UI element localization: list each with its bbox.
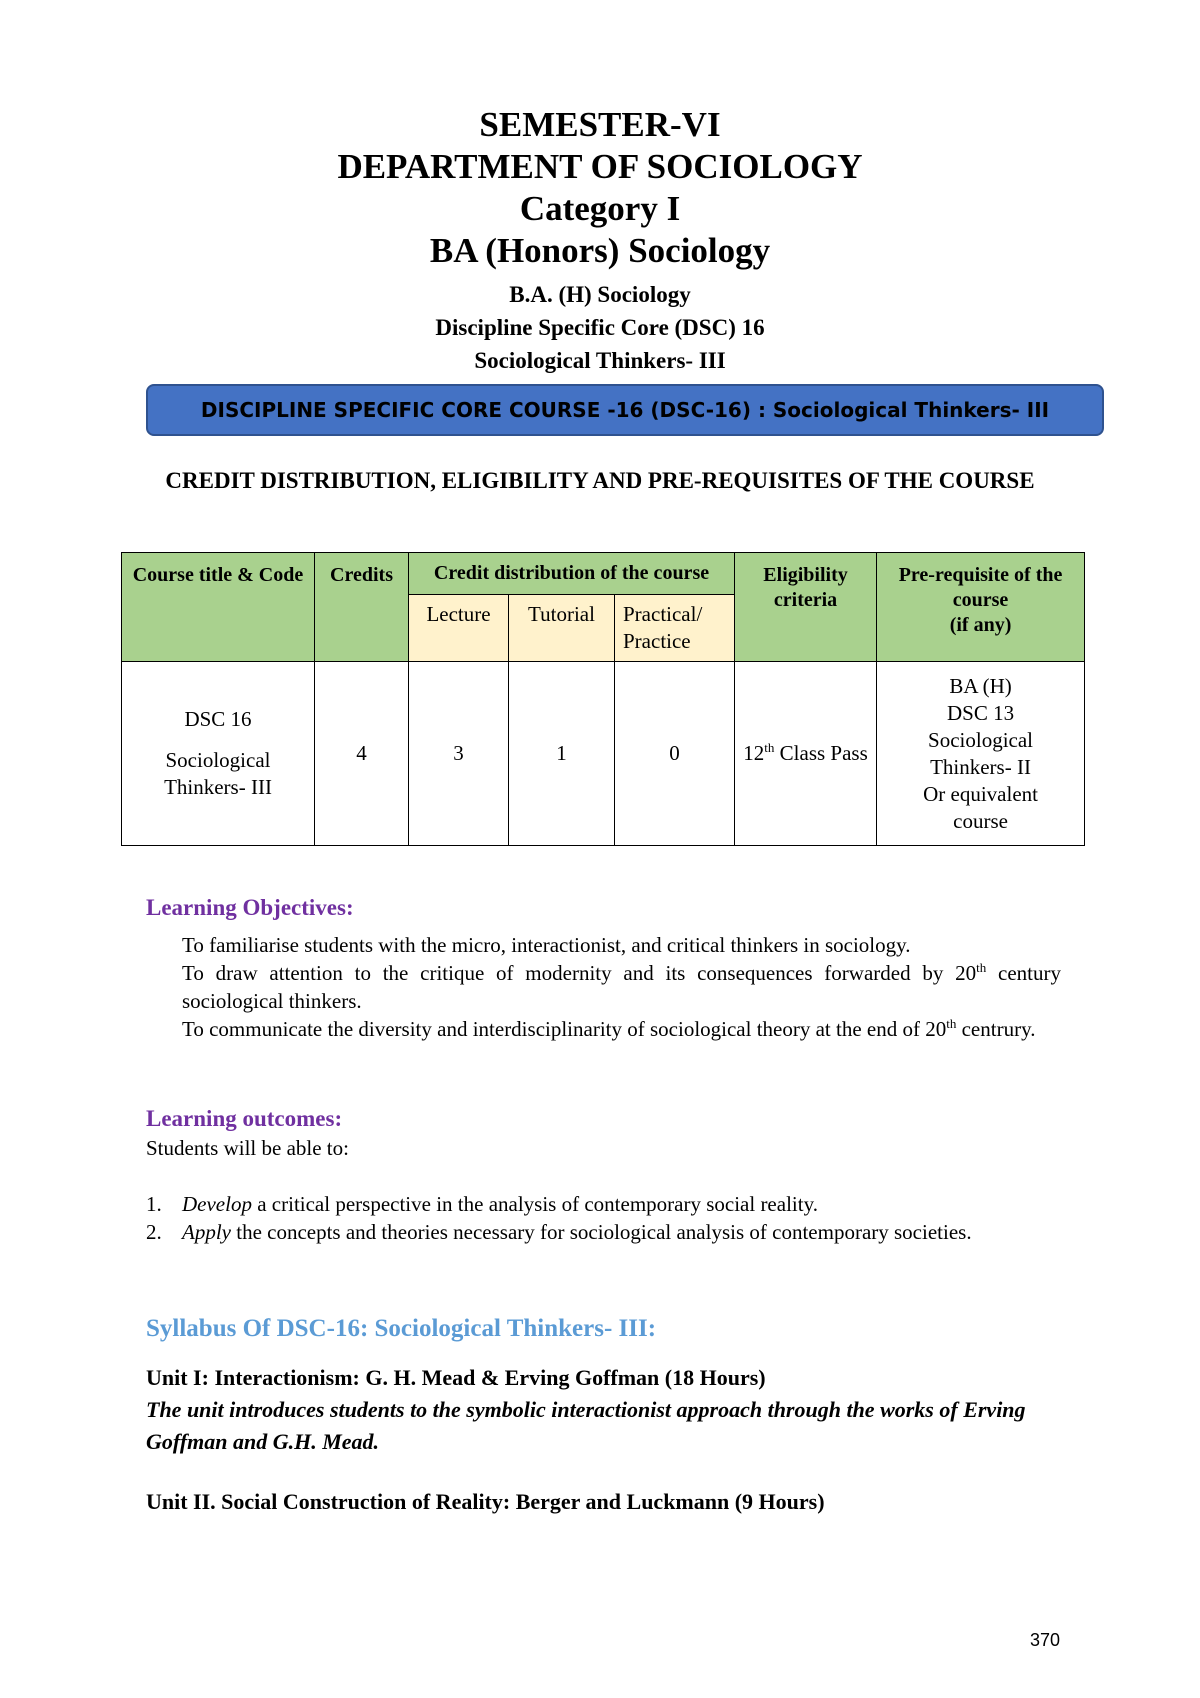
cell-course	[122, 662, 315, 846]
unit-1-title: Unit I: Interactionism: G. H. Mead & Erving Goffman (18 Hours)	[146, 1365, 766, 1390]
cell-lecture: 3	[409, 662, 509, 846]
course-banner: DISCIPLINE SPECIFIC CORE COURSE -16 (DSC-16) : Sociological Thinkers- III	[146, 384, 1104, 436]
syllabus-title: Syllabus Of DSC-16: Sociological Thinkers- III:	[146, 1315, 657, 1342]
learning-outcomes	[146, 1104, 1061, 1246]
eligibility-rest: Class Pass	[774, 741, 868, 765]
learning-objectives	[146, 893, 1061, 1043]
programme-short: B.A. (H) Sociology	[509, 282, 691, 307]
header-prerequisite-line1: Pre-requisite of the course	[898, 564, 1063, 611]
outcome-item	[146, 1190, 1061, 1218]
header-prerequisite-line2: (if any)	[949, 614, 1012, 636]
objective-text: century sociological thinkers.	[182, 961, 1061, 1013]
prereq-line: DSC 13	[946, 700, 1015, 725]
unit-1-description: The unit introduces students to the symbolic interactionist approach through the works of Erving Goffman and G.H. Mead.	[146, 1397, 1026, 1454]
header-credit-distribution: Credit distribution of the course	[409, 553, 735, 595]
department-title: DEPARTMENT OF SOCIOLOGY	[337, 147, 863, 186]
header-lecture: Lecture	[409, 595, 509, 662]
prereq-line: BA (H)	[949, 673, 1012, 698]
header-tutorial: Tutorial	[509, 595, 615, 662]
objective-item	[146, 1015, 1061, 1043]
outcome-verb: Develop	[182, 1192, 252, 1216]
cell-credits: 4	[315, 662, 409, 846]
prereq-line: Sociological	[928, 727, 1034, 752]
credit-heading: CREDIT DISTRIBUTION, ELIGIBILITY AND PRE-REQUISITES OF THE COURSE	[165, 468, 1035, 493]
credit-table	[121, 552, 1085, 846]
eligibility-sup: th	[764, 740, 775, 755]
unit-2-title: Unit II. Social Construction of Reality: Berger and Luckmann (9 Hours)	[146, 1489, 825, 1514]
cell-eligibility	[735, 662, 877, 846]
cell-course-code: DSC 16	[184, 707, 252, 731]
header-practical: Practical/ Practice	[615, 595, 735, 662]
objective-item: To familiarise students with the micro, interactionist, and critical thinkers in sociology.	[182, 933, 911, 957]
programme-title: BA (Honors) Sociology	[429, 231, 771, 270]
outcome-rest: the concepts and theories necessary for sociological analysis of contemporary societies.	[230, 1220, 972, 1244]
outcomes-title: Learning outcomes:	[146, 1106, 343, 1131]
outcome-rest: a critical perspective in the analysis of contemporary social reality.	[251, 1192, 818, 1216]
cell-practical: 0	[615, 662, 735, 846]
outcomes-intro: Students will be able to:	[146, 1136, 349, 1160]
objectives-title: Learning Objectives:	[146, 895, 354, 920]
header-eligibility: Eligibility criteria	[735, 553, 877, 662]
outcome-text	[182, 1190, 1061, 1218]
cell-course-name: Sociological Thinkers- III	[164, 748, 272, 799]
header-course-title: Course title & Code	[122, 553, 315, 662]
syllabus	[146, 1314, 1061, 1518]
header-prerequisite	[877, 553, 1085, 662]
course-title: Sociological Thinkers- III	[474, 348, 726, 373]
dsc-title: Discipline Specific Core (DSC) 16	[435, 315, 765, 340]
objective-sup: th	[946, 1016, 957, 1031]
cell-prerequisite	[877, 662, 1085, 846]
header-credits: Credits	[315, 553, 409, 662]
prereq-line: Or equivalent	[923, 781, 1038, 806]
outcome-num: 2.	[146, 1220, 162, 1244]
prereq-line: course	[953, 808, 1008, 833]
category-title: Category I	[519, 189, 681, 228]
semester-title: SEMESTER-VI	[479, 105, 721, 144]
prereq-line: Thinkers- II	[930, 754, 1031, 779]
outcome-num: 1.	[146, 1192, 162, 1216]
objective-sup: th	[976, 960, 987, 975]
objective-item	[146, 959, 1061, 1015]
outcome-verb: Apply	[182, 1220, 231, 1244]
objective-text: To draw attention to the critique of modernity and its consequences forwarded by 20	[182, 961, 977, 985]
table-row	[122, 662, 1085, 846]
page-number: 370	[1029, 1630, 1060, 1650]
title-block	[0, 104, 1200, 377]
outcome-item	[146, 1218, 1061, 1246]
outcome-text	[182, 1218, 1061, 1246]
eligibility-num: 12	[743, 741, 765, 765]
objective-text: centrury.	[956, 1017, 1036, 1041]
objective-text: To communicate the diversity and interdisciplinarity of sociological theory at the end of 20	[182, 1017, 947, 1041]
cell-tutorial: 1	[509, 662, 615, 846]
